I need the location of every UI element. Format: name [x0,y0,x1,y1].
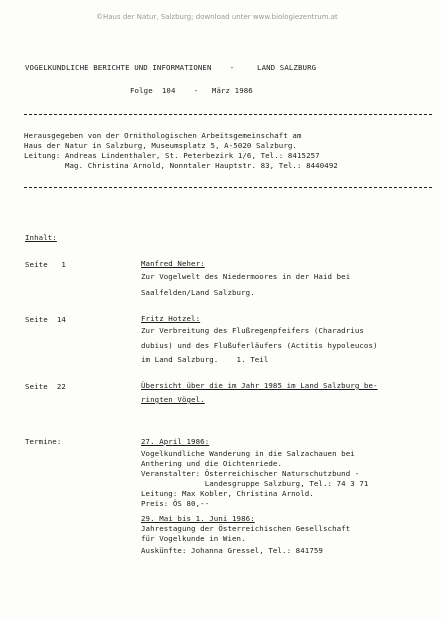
event-line: Landesgruppe Salzburg, Tel.: 74 3 71 [141,479,369,488]
entry-text-line: ringten Vögel. [141,395,205,404]
event-line: Jahrestagung der Österreichischen Gesellschaft [141,524,351,533]
entry-author: Manfred Neher: [141,259,205,268]
event-date: 27. April 1986: [141,437,210,446]
contents-heading: Inhalt: [25,233,57,242]
entry-text-line: im Land Salzburg. 1. Teil [141,355,269,364]
publisher-line-2: Haus der Natur in Salzburg, Museumsplatz 5, A-5020 Salzburg. [24,141,297,150]
event-line: Anthering und die Oichtenriede. [141,459,283,468]
document-title: VOGELKUNDLICHE BERICHTE UND INFORMATIONEN - LAND SALZBURG [25,63,317,72]
event-line: Auskünfte: Johanna Gressel, Tel.: 841759 [141,546,323,555]
entry-text-line: Saalfelden/Land Salzburg. [141,288,255,297]
divider-top [24,114,432,115]
divider-bottom [24,187,432,188]
entry-text-line: Zur Vogelwelt des Niedermoores in der Haid bei [141,272,351,281]
event-line: Preis: ÖS 80,-- [141,499,210,508]
publisher-line-3: Leitung: Andreas Lindenthaler, St. Peterbezirk 1/6, Tel.: 8415257 [24,151,320,160]
event-line: für Vogelkunde in Wien. [141,534,246,543]
event-line: Vogelkundliche Wanderung in die Salzachauen bei [141,449,355,458]
events-heading: Termine: [25,437,62,446]
event-line: Leitung: Max Kobler, Christina Arnold. [141,489,314,498]
watermark: ©Haus der Natur, Salzburg; download unter www.biologiezentrum.at [96,13,338,21]
entry-text-line: Zur Verbreitung des Flußregenpfeifers (Charadrius [141,326,364,335]
publisher-line-4: Mag. Christina Arnold, Nonntaler Hauptstr. 83, Tel.: 8440492 [24,161,338,170]
event-line: Veranstalter: Österreichischer Naturschutzbund - [141,469,360,478]
entry-page: Seite 14 [25,315,66,324]
entry-page: Seite 22 [25,382,66,391]
publisher-line-1: Herausgegeben von der Ornithologischen Arbeitsgemeinschaft am [24,131,302,140]
event-date: 29. Mai bis 1. Juni 1986: [141,514,255,523]
entry-title: Übersicht über die im Jahr 1985 im Land Salzburg be- [141,381,378,390]
issue-line: Folge 104 - März 1986 [130,86,253,95]
entry-page: Seite 1 [25,260,66,269]
entry-text-line: dubius) und des Flußuferläufers (Actitis hypoleucos) [141,341,378,350]
entry-author: Fritz Hotzel: [141,314,201,323]
